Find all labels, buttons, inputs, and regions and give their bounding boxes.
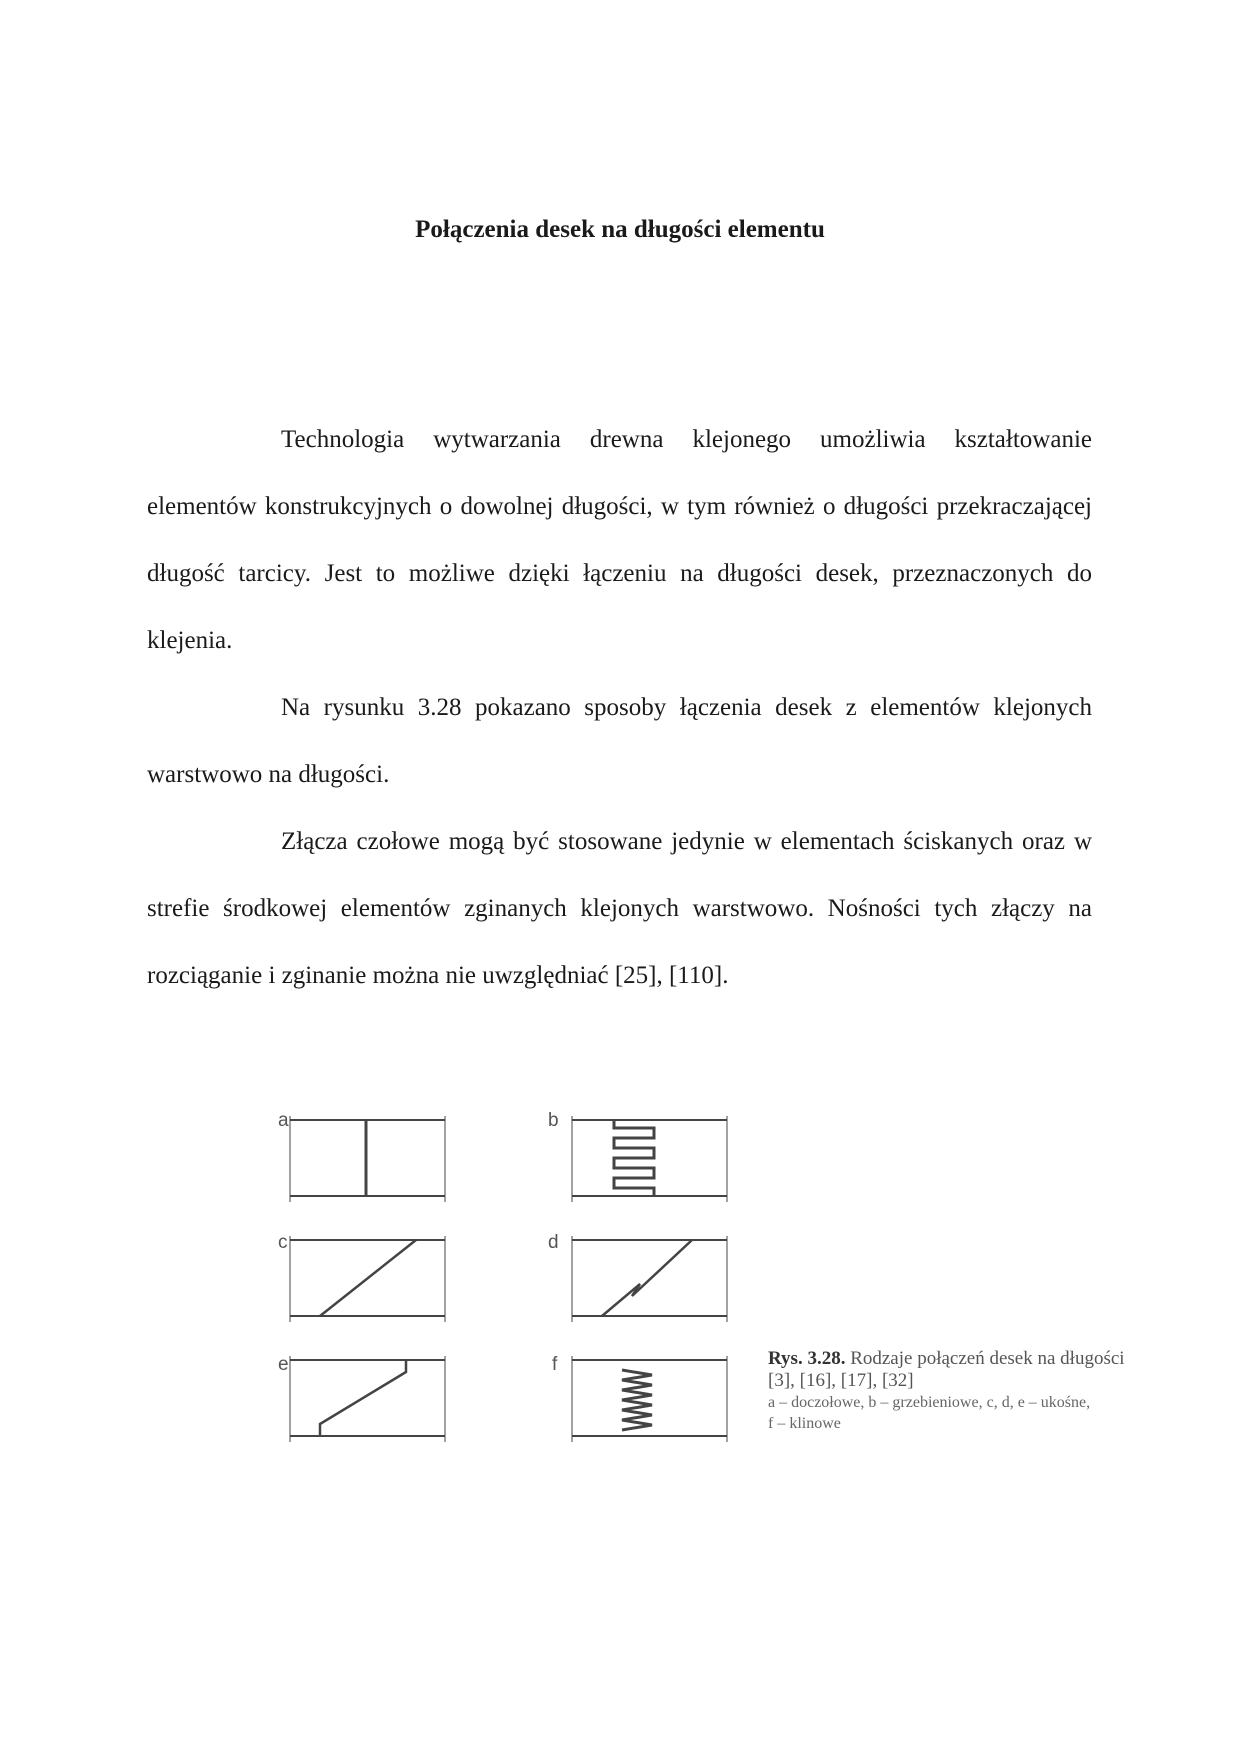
figure-label-a: a [278, 1110, 289, 1131]
caption-number: Rys. 3.28. [768, 1348, 846, 1369]
joint-diagram-wedge [572, 1356, 732, 1444]
figure-label-b: b [548, 1110, 559, 1131]
joint-diagram-butt [290, 1116, 450, 1204]
page-title: Połączenia desek na długości elementu [415, 216, 825, 243]
caption-title: Rodzaje połączeń desek na długości [850, 1348, 1125, 1369]
paragraph-text: Na rysunku 3.28 pokazano sposoby łączenia desek z elementów klejonych warstwowo na długości. [147, 694, 1092, 788]
figure-label-f: f [552, 1354, 558, 1375]
figure-label-e: e [278, 1354, 289, 1375]
paragraph-text: Technologia wytwarzania drewna klejonego umożliwia kształtowanie elementów konstrukcyjnych o dowolnej długości, w tym również o długości przekraczającej długość tarcicy. Jest to możliwe dzięki łączeniu na długości desek, przeznaczonych do klejenia. [147, 426, 1092, 654]
paragraph-technology [147, 406, 1092, 674]
caption-legend-line-1: a – doczołowe, b – grzebieniowe, c, d, e – ukośne, [768, 1394, 1091, 1411]
figure-joint-types [278, 1110, 760, 1466]
caption-references: [3], [16], [17], [32] [768, 1370, 914, 1391]
caption-legend-line-2: f – klinowe [768, 1415, 841, 1432]
paragraph-figure-reference [147, 674, 1092, 808]
joint-diagram-stepped-scarf [572, 1236, 732, 1324]
figure-label-d: d [548, 1232, 559, 1253]
paragraph-butt-joints [147, 808, 1092, 1009]
joint-diagram-scarf [290, 1236, 450, 1324]
figure-caption [768, 1348, 1188, 1434]
paragraph-text: Złącza czołowe mogą być stosowane jedynie w elementach ściskanych oraz w strefie środkowej elementów zginanych klejonych warstwowo. Nośności tych złączy na rozciąganie i zginanie można nie uwzględniać [25], [110]. [147, 828, 1092, 989]
joint-diagram-finger [572, 1116, 732, 1204]
joint-diagram-hooked-scarf [290, 1356, 450, 1444]
figure-label-c: c [278, 1232, 288, 1253]
